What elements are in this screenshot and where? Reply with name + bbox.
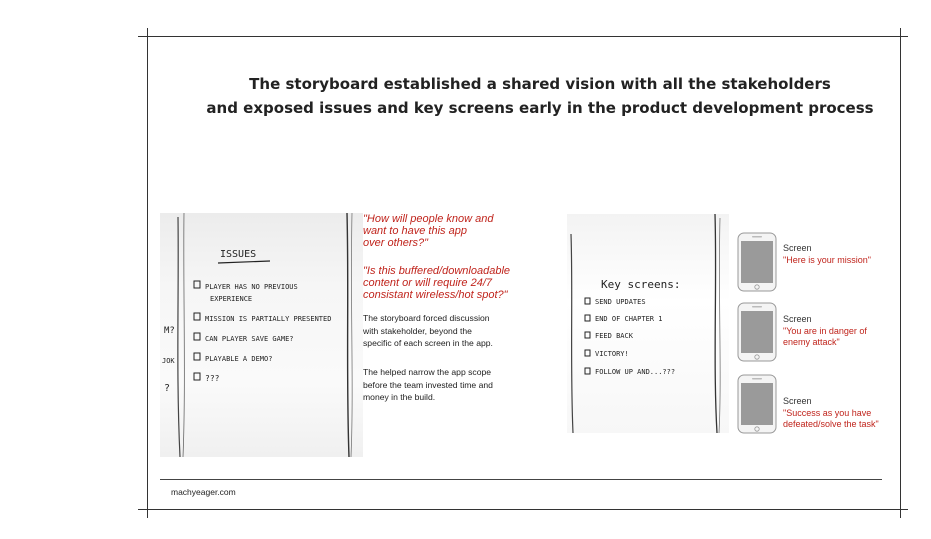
quote-connectivity xyxy=(363,265,568,301)
body-line: with stakeholder, beyond the xyxy=(363,325,472,336)
frame-left-line xyxy=(147,28,148,518)
issue-item: PLAYER HAS NO PREVIOUS xyxy=(205,283,298,291)
issue-item: MISSION IS PARTIALLY PRESENTED xyxy=(205,315,332,323)
issue-item: CAN PLAYER SAVE GAME? xyxy=(205,335,294,343)
screen-quote: enemy attack" xyxy=(783,337,840,347)
screen-label-success xyxy=(783,396,879,431)
body-line: money in the build. xyxy=(363,392,436,403)
frame-top-line xyxy=(138,36,908,37)
phone-mockup-icon xyxy=(737,302,777,362)
margin-mark: M? xyxy=(164,326,175,336)
quote-line: "How will people know and xyxy=(363,213,494,225)
keyscreens-heading: Key screens: xyxy=(601,278,681,291)
issue-item: EXPERIENCE xyxy=(210,295,253,303)
screen-label-mission xyxy=(783,243,871,266)
slide-title xyxy=(160,72,920,120)
margin-mark: ? xyxy=(164,383,171,394)
quote-visibility xyxy=(363,213,568,249)
keyscreens-sketch xyxy=(567,214,729,433)
screen-quote: defeated/solve the task" xyxy=(783,419,879,429)
margin-mark: JOK xyxy=(162,357,175,365)
footer-divider xyxy=(160,479,882,480)
phone-mockup-icon xyxy=(737,232,777,292)
screen-quote: "Success as you have xyxy=(783,407,872,418)
keyscreen-item: FOLLOW UP AND...??? xyxy=(595,368,676,376)
body-line: The storyboard forced discussion xyxy=(363,313,490,323)
keyscreen-item: SEND UPDATES xyxy=(595,298,646,306)
body-line: The helped narrow the app scope xyxy=(363,367,492,377)
issue-item: ??? xyxy=(205,374,220,383)
screen-caption: Screen xyxy=(783,314,812,324)
body-paragraph-scope xyxy=(363,366,548,404)
body-line: specific of each screen in the app. xyxy=(363,338,493,349)
quote-line: over others?" xyxy=(363,237,429,249)
phone-mockup-icon xyxy=(737,374,777,434)
frame-bottom-line xyxy=(138,509,908,510)
title-line-1: The storyboard established a shared vision with all the stakeholders xyxy=(249,75,831,93)
screen-label-danger xyxy=(783,314,867,349)
keyscreen-item: FEED BACK xyxy=(595,332,633,340)
quote-line: want to have this app xyxy=(363,225,467,237)
body-line: before the team invested time and xyxy=(363,379,493,390)
issues-sketch xyxy=(160,213,363,457)
quote-line: "Is this buffered/downloadable xyxy=(363,265,511,277)
screen-caption: Screen xyxy=(783,396,812,406)
screen-quote: "Here is your mission" xyxy=(783,254,871,265)
screen-quote: "You are in danger of xyxy=(783,325,867,336)
title-line-2: and exposed issues and key screens early in the product development process xyxy=(206,99,874,117)
quote-line: consistant wireless/hot spot?" xyxy=(363,289,508,301)
keyscreen-item: END OF CHAPTER 1 xyxy=(595,315,663,323)
issue-item: PLAYABLE A DEMO? xyxy=(205,355,273,363)
quote-line: content or will require 24/7 xyxy=(363,277,493,289)
keyscreen-item: VICTORY! xyxy=(595,350,629,358)
footer-site-link[interactable]: machyeager.com xyxy=(171,487,236,497)
issues-heading: ISSUES xyxy=(220,249,257,260)
body-paragraph-discussion xyxy=(363,312,548,350)
screen-caption: Screen xyxy=(783,243,812,253)
